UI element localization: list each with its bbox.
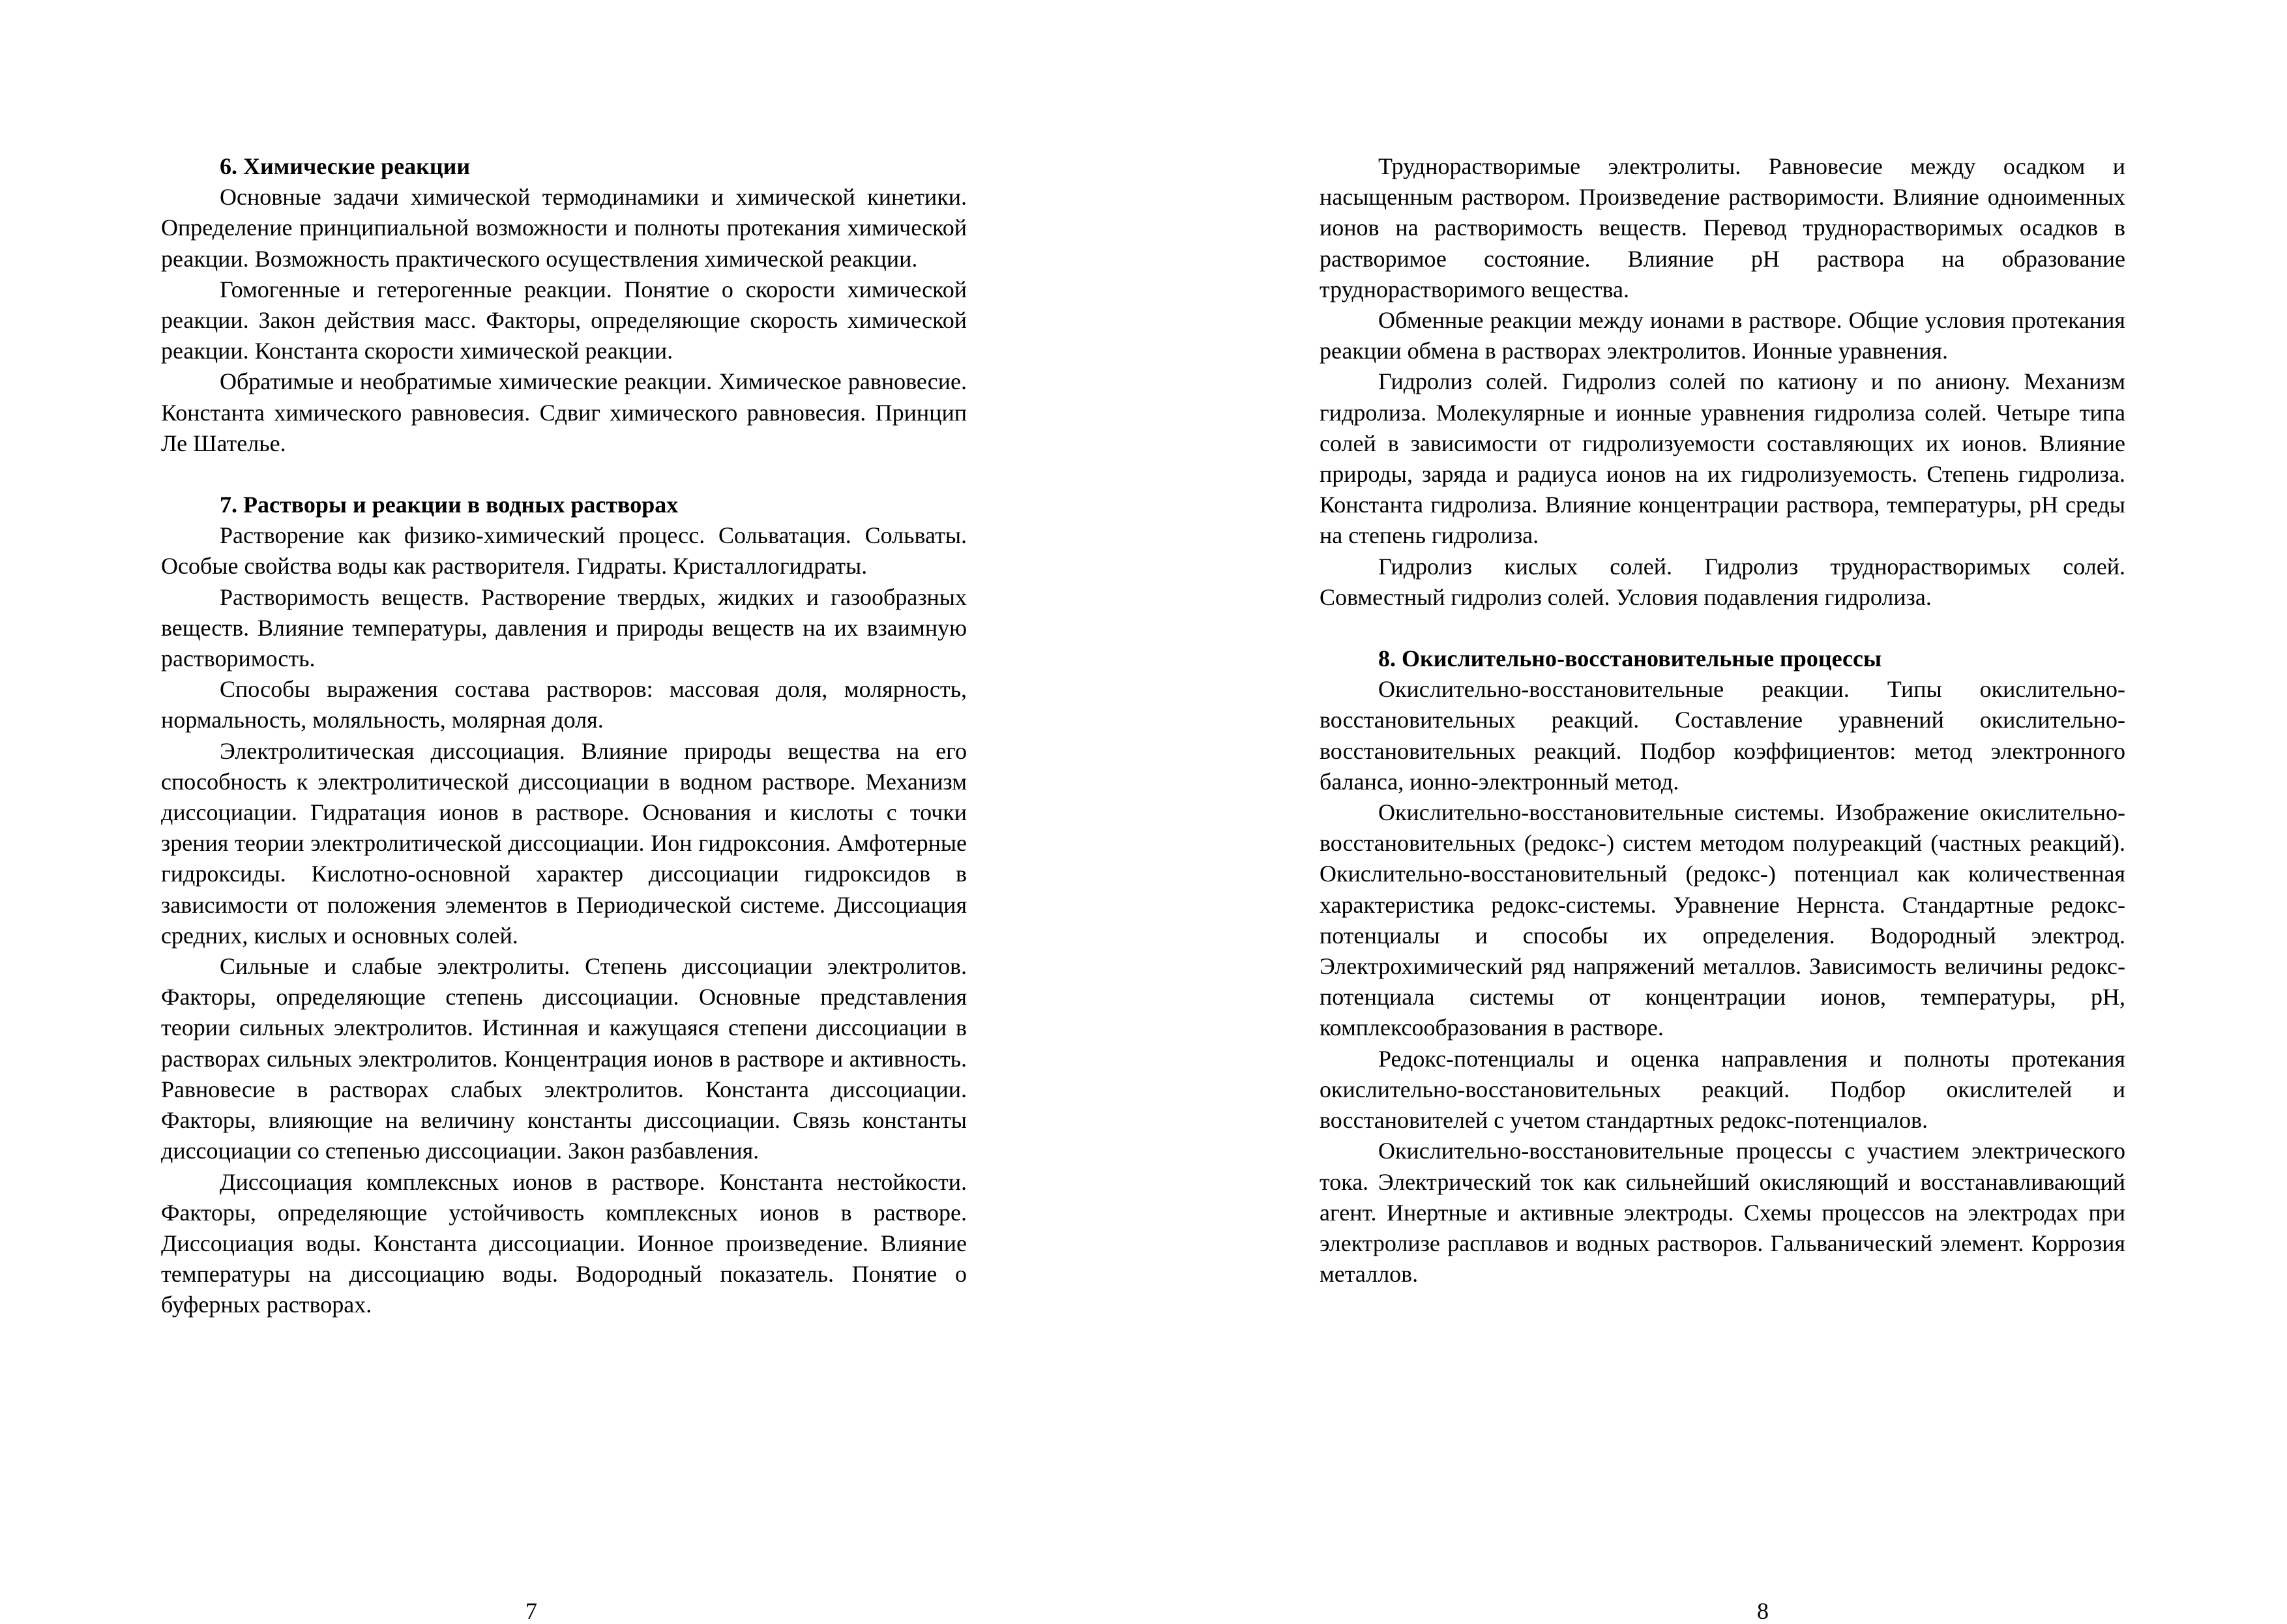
paragraph: Редокс-потенциалы и оценка направления и полноты протекания окислительно-восстановительных реакций. Подбор окислителей и восстановителей с учетом стандартных редокс-потенциалов.	[1320, 1045, 2125, 1134]
paragraph: Окислительно-восстановительные реакции. Типы окислительно-восстановительных реакций. Составление уравнений окислительно-восстановительных реакций. Подбор коэффициентов: метод электронного баланса, ионно-электронный метод.	[1320, 676, 2125, 795]
left-page-text	[161, 151, 967, 1321]
paragraph: Диссоциация комплексных ионов в растворе. Константа нестойкости. Факторы, определяющие устойчивость комплексных ионов в растворе. Диссоциация воды. Константа диссоциации. Ионное произведение. Влияние температуры на диссоциацию воды. Водородный показатель. Понятие о буферных растворах.	[161, 1168, 967, 1318]
page-number: 7	[525, 1598, 537, 1624]
paragraph: Растворение как физико-химический процесс. Сольватация. Сольваты. Особые свойства воды как растворителя. Гидраты. Кристаллогидраты.	[161, 522, 967, 580]
paragraph: Сильные и слабые электролиты. Степень диссоциации электролитов. Факторы, определяющие степень диссоциации. Основные представления теории сильных электролитов. Истинная и кажущаяся степени диссоциации в растворах сильных электролитов. Концентрация ионов в растворе и активность. Равновесие в растворах слабых электролитов. Константа диссоциации. Факторы, влияющие на величину константы диссоциации. Связь константы диссоциации со степенью диссоциации. Закон разбавления.	[161, 953, 967, 1164]
section-8	[1320, 643, 2125, 1290]
paragraph: Окислительно-восстановительные системы. Изображение окислительно-восстановительных (редокс-) систем методом полуреакций (частных реакций). Окислительно-восстановительный (редокс-) потенциал как количественная характеристика редокс-системы. Уравнение Нернста. Стандартные редокс-потенциалы и способы их определения. Водородный электрод. Электрохимический ряд напряжений металлов. Зависимость величины редокс-потенциала системы от концентрации ионов, температуры, pH, комплексообразования в растворе.	[1320, 799, 2125, 1041]
section-heading: 7. Растворы и реакции в водных растворах	[220, 492, 679, 518]
page-number: 8	[1757, 1598, 1769, 1624]
paragraph: Способы выражения состава растворов: массовая доля, молярность, нормальность, моляльность, молярная доля.	[161, 676, 967, 733]
section-heading: 8. Окислительно-восстановительные процессы	[1378, 645, 1882, 672]
paragraph: Обратимые и необратимые химические реакции. Химическое равновесие. Константа химического равновесия. Сдвиг химического равновесия. Принцип Ле Шателье.	[161, 368, 967, 456]
section-heading: 6. Химические реакции	[220, 153, 471, 179]
paragraph: Гидролиз кислых солей. Гидролиз труднорастворимых солей. Совместный гидролиз солей. Условия подавления гидролиза.	[1320, 553, 2125, 610]
paragraph: Обменные реакции между ионами в растворе. Общие условия протекания реакции обмена в растворах электролитов. Ионные уравнения.	[1320, 307, 2125, 364]
section-7	[161, 490, 967, 1320]
paragraph: Основные задачи химической термодинамики и химической кинетики. Определение принципиальной возможности и полноты протекания химической реакции. Возможность практического осуществления химической реакции.	[161, 184, 967, 272]
right-page	[1320, 151, 2125, 1624]
right-page-text	[1320, 151, 2125, 1290]
paragraph: Труднорастворимые электролиты. Равновесие между осадком и насыщенным раствором. Произведение растворимости. Влияние одноименных ионов на растворимость веществ. Перевод труднорастворимых осадков в растворимое состояние. Влияние pH раствора на образование труднорастворимого вещества.	[1320, 153, 2125, 303]
section-6	[161, 151, 967, 459]
left-page	[161, 151, 967, 1624]
paragraph: Гидролиз солей. Гидролиз солей по катиону и по аниону. Механизм гидролиза. Молекулярные и ионные уравнения гидролиза солей. Четыре типа солей в зависимости от гидролизуемости составляющих их ионов. Влияние природы, заряда и радиуса ионов на их гидролизуемость. Степень гидролиза. Константа гидролиза. Влияние концентрации раствора, температуры, pH среды на степень гидролиза.	[1320, 368, 2125, 549]
paragraph: Окислительно-восстановительные процессы с участием электрического тока. Электрический ток как сильнейший окисляющий и восстанавливающий агент. Инертные и активные электроды. Схемы процессов на электродах при электролизе расплавов и водных растворов. Гальванический элемент. Коррозия металлов.	[1320, 1138, 2125, 1288]
section-7-continued	[1320, 151, 2125, 613]
paragraph: Электролитическая диссоциация. Влияние природы вещества на его способность к электролитической диссоциации в водном растворе. Механизм диссоциации. Гидратация ионов в растворе. Основания и кислоты с точки зрения теории электролитической диссоциации. Ион гидроксония. Амфотерные гидроксиды. Кислотно-основной характер диссоциации гидроксидов в зависимости от положения элементов в Периодической системе. Диссоциация средних, кислых и основных солей.	[161, 737, 967, 949]
paragraph: Гомогенные и гетерогенные реакции. Понятие о скорости химической реакции. Закон действия масс. Факторы, определяющие скорость химической реакции. Константа скорости химической реакции.	[161, 276, 967, 364]
paragraph: Растворимость веществ. Растворение твердых, жидких и газообразных веществ. Влияние температуры, давления и природы веществ на их взаимную растворимость.	[161, 583, 967, 672]
